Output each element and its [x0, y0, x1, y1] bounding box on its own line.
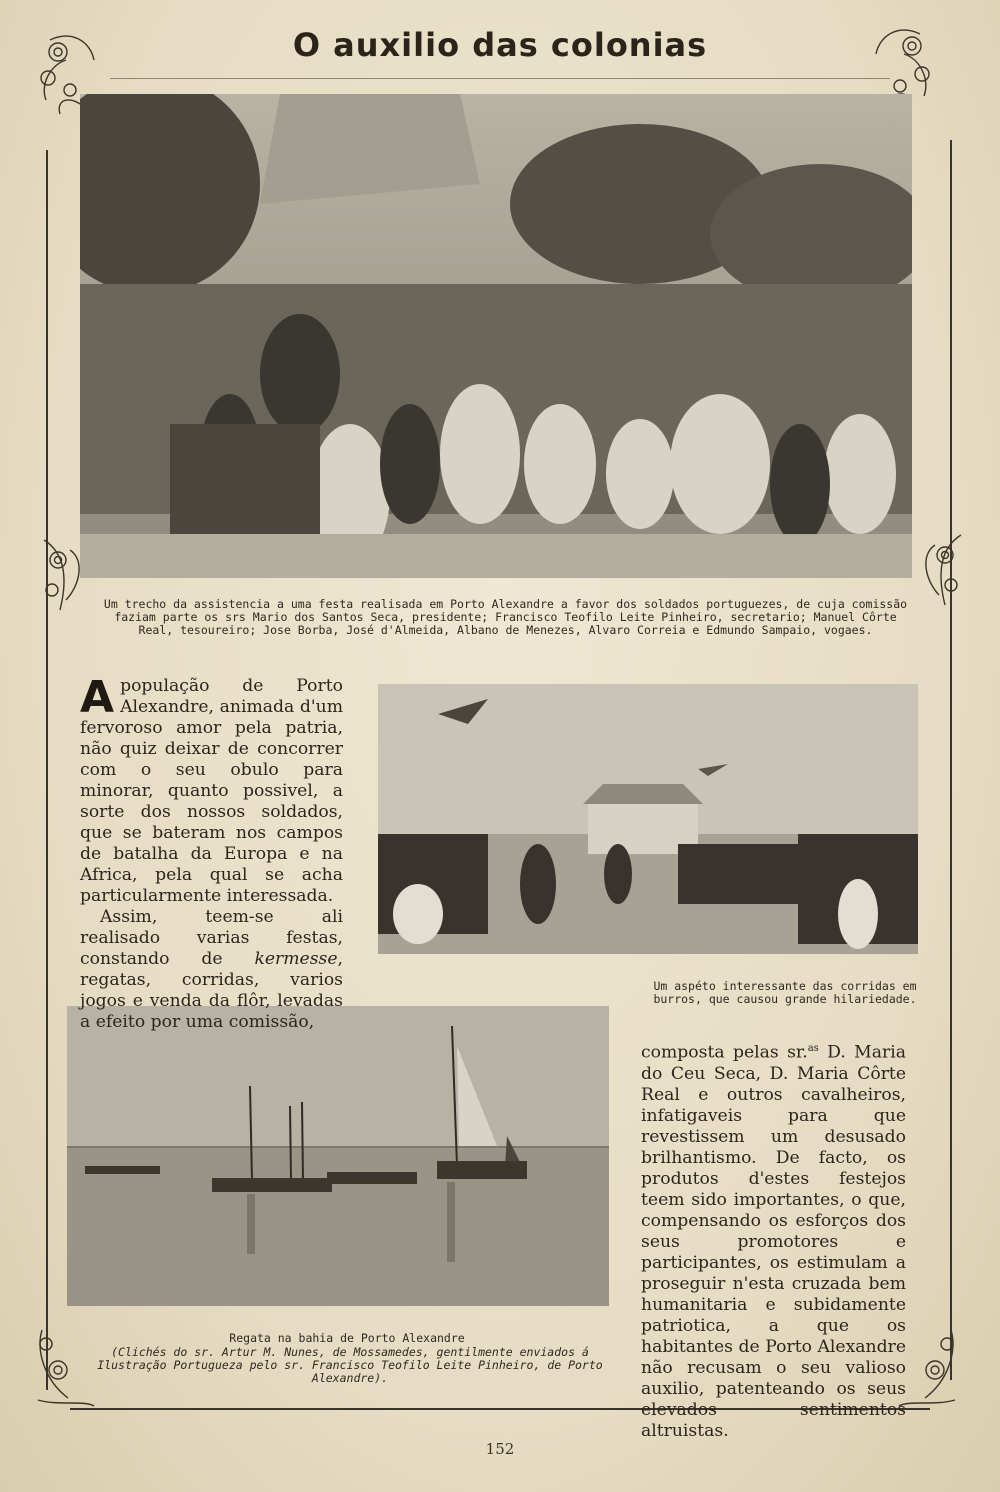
article-para2-end: , regatas, corridas, varios jogos e venda da flôr, levadas a efeito por uma comissão,	[80, 949, 343, 1032]
photo-festival-crowd	[80, 94, 912, 578]
article-paragraph	[641, 1038, 906, 1442]
photo-donkey-races	[378, 684, 918, 954]
drop-cap: A	[80, 672, 115, 723]
article-para3-sup: as	[807, 1043, 819, 1054]
article-para1: população de Porto Alexandre, animada d'um fervoroso amor pela patria, não quiz deixar de concorrer com o seu obulo para minorar, quanto possivel, a sorte dos nossos soldados, que se bateram nos campos de batalha da Europa e na Africa, pela qual se acha particularmente interessada.	[80, 676, 343, 906]
frame-left-rule	[46, 150, 48, 1390]
photo3-caption-title: Regata na bahia de Porto Alexandre	[229, 1331, 465, 1345]
page-number: 152	[485, 1440, 515, 1458]
frame-top-rule	[110, 78, 890, 79]
photo3-caption-credit: (Clichés do sr. Artur M. Nunes, de Mossamedes, gentilmente enviados á Ilustração Portugueza pelo sr. Francisco Teofilo Leite Pinheiro, de Porto Alexandre).	[97, 1345, 603, 1385]
floral-ornament-icon	[905, 525, 975, 615]
article-para2-start: Assim, teem-se ali realisado varias festas, constando de	[80, 907, 343, 969]
photo1-caption: Um trecho da assistencia a uma festa realisada em Porto Alexandre a favor dos soldados portuguezes, de cuja comissão faziam parte os srs Mario dos Santos Seca, presidente; Francisco Teofilo Leite Pinheiro, secretario; Manuel Côrte Real, tesoureiro; Jose Borba, José d'Almeida, Albano de Menezes, Alvaro Correia e Edmundo Sampaio, vogaes.	[103, 597, 908, 637]
article-column-left	[80, 672, 343, 1033]
photo2-caption: Um aspéto interessante das corridas em burros, que causou grande hilariedade.	[653, 979, 917, 1006]
article-paragraph	[80, 672, 343, 907]
article-column-right	[641, 1038, 906, 1442]
article-paragraph	[80, 907, 343, 1033]
article-para3-start: composta pelas sr.	[641, 1042, 808, 1063]
article-para3-end: D. Maria do Ceu Seca, D. Maria Côrte Real e outros cavalheiros, infatigaveis para que revestissem um desusado brilhantismo. De facto, os produtos d'estes festejos teem sido importantes, o que, compensando os esforços dos seus promotores e participantes, os estimulam a proseguir n'esta cruzada bem humanitaria e subidamente patriotica, a que os habitantes de Porto Alexandre não recusam o seu valioso auxilio, patenteando os seus elevados sentimentos altruistas.	[641, 1042, 906, 1441]
photo-regatta	[67, 1006, 609, 1306]
page-title: O auxilio das colonias	[292, 26, 708, 64]
article-para2-italic: kermesse	[254, 949, 338, 969]
frame-right-rule	[950, 140, 952, 1380]
